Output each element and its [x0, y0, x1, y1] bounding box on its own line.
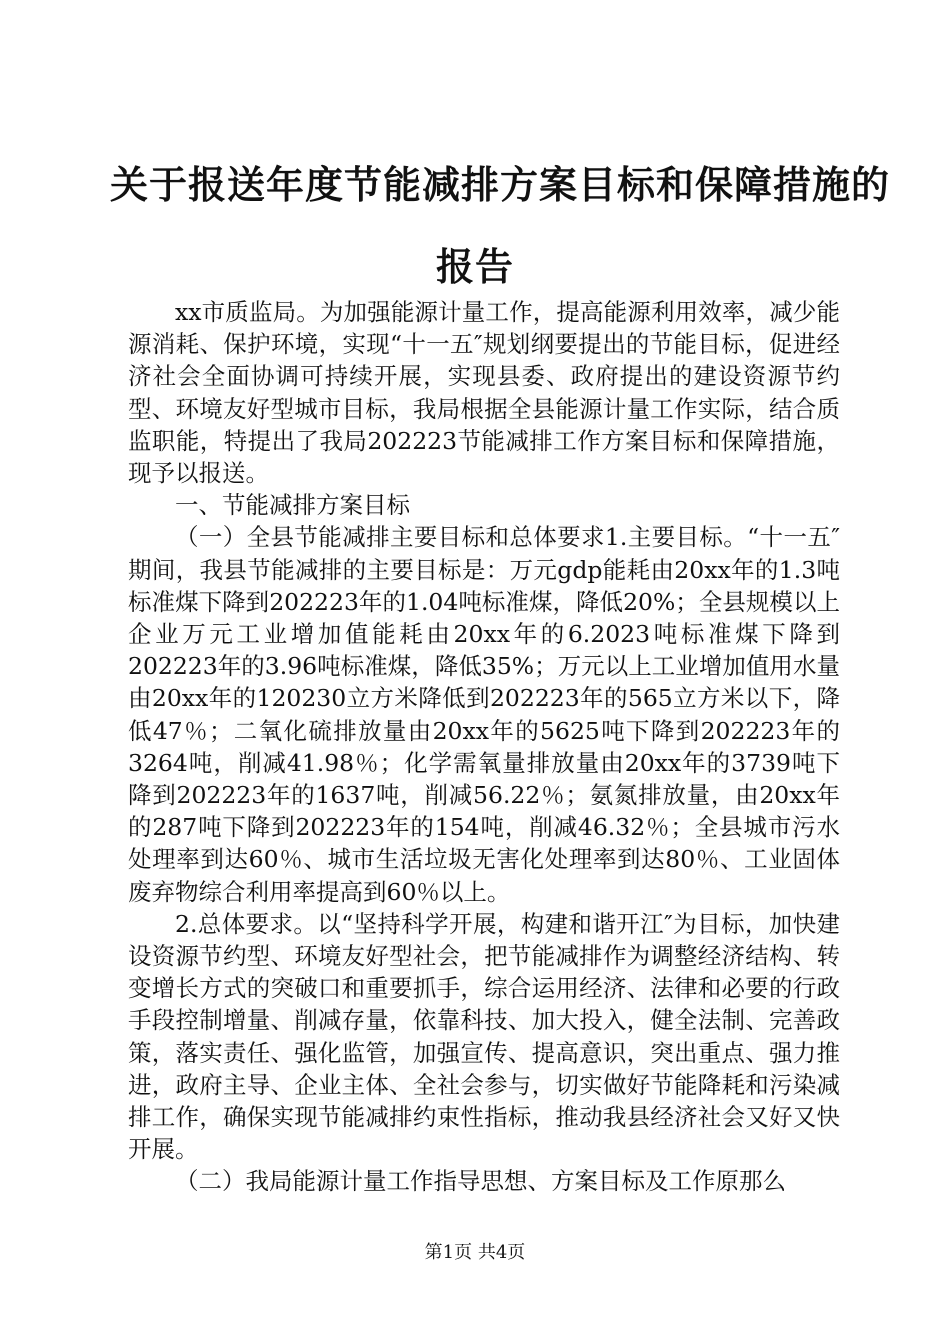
subsection-heading: （二）我局能源计量工作指导思想、方案目标及工作原那么 [175, 1167, 786, 1196]
main-targets-paragraph: （一）全县节能减排主要目标和总体要求1.主要目标。“十一五″期间，我县节能减排的主要目标是：万元gdp能耗由20xx年的1.3吨标准煤下降到202223年的1.04吨标准煤，降低20%；全县规模以上企业万元工业增加值能耗由20xx年的6.2023吨标准煤下降到202223年的3.96吨标准煤，降低35%；万元以上工业增加值用水量由20xx年的120230立方米降低到202223年的565立方米以下，降低47％；二氧化硫排放量由20xx年的5625吨下降到202223年的3264吨，削减41.98％；化学需氧量排放量由20xx年的3739吨下降到202223年的1637吨，削减56.22％；氨氮排放量，由20xx年的287吨下降到202223年的154吨，削减46.32％；全县城市污水处理率到达60％、城市生活垃圾无害化处理率到达80％、工业固体废弃物综合利用率提高到60％以上。 [128, 523, 840, 906]
overall-requirements-paragraph: 2.总体要求。以“坚持科学开展，构建和谐开江″为目标，加快建设资源节约型、环境友好型社会，把节能减排作为调整经济结构、转变增长方式的突破口和重要抓手，综合运用经济、法律和必要的行政手段控制增量、削减存量，依靠科技、加大投入，健全法制、完善政策，落实责任、强化监管，加强宣传、提高意识，突出重点、强力推进，政府主导、企业主体、全社会参与，切实做好节能降耗和污染减排工作，确保实现节能减排约束性指标，推动我县经济社会又好又快开展。 [128, 909, 840, 1164]
section-heading: 一、节能减排方案目标 [175, 491, 410, 520]
intro-paragraph: xx市质监局。为加强能源计量工作，提高能源利用效率，减少能源消耗、保护环境，实现“十一五″规划纲要提出的节能目标，促进经济社会全面协调可持续开展，实现县委、政府提出的建设资源节约型、环境友好型城市目标，我局根据全县能源计量工作实际，结合质监职能，特提出了我局202223节能减排工作方案目标和保障措施，现予以报送。 [128, 298, 840, 488]
document-title-line-1: 关于报送年度节能减排方案目标和保障措施的 [110, 162, 891, 207]
page-number-footer: 第1页 共4页 [424, 1242, 526, 1263]
document-title-line-2: 报告 [435, 244, 514, 289]
document-body [128, 296, 840, 1198]
